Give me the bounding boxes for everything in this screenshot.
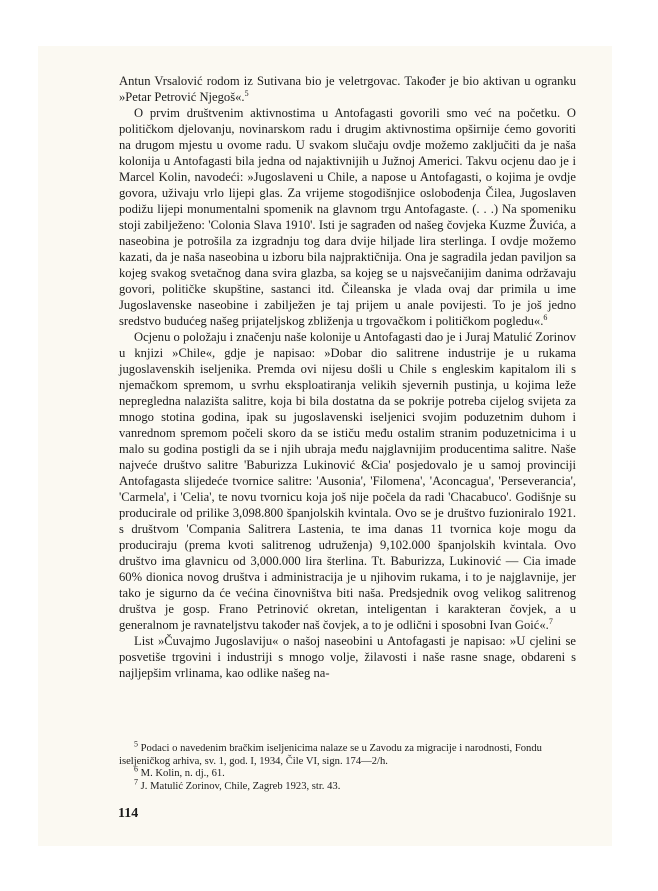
footnote-ref-7: 7 [548,616,553,626]
paragraph-1-text: Antun Vrsalović rodom iz Sutivana bio je veletrgovac. Također je bio aktivan u ogranku »Petar Petrović Njegoš«. [119,74,576,104]
paragraph-3 [119,329,576,633]
footnote-5-text: Podaci o navedenim bračkim iseljenicima nalaze se u Zavodu za migracije i narodnosti, Fondu iseljeničkog arhiva, sv. 1, god. I, 1934, Čile VI, sign. 174—2/h. [119,743,542,767]
footnote-ref-6: 6 [543,312,548,322]
footnote-7-mark: 7 [134,776,138,786]
footnote-6 [119,764,576,781]
body-text [119,73,576,681]
footnote-6-mark: 6 [134,764,138,774]
footnote-ref-5: 5 [244,88,249,98]
footnote-5-mark: 5 [134,739,138,749]
footnote-7-text: J. Matulić Zorinov, Chile, Zagreb 1923, str. 43. [140,780,341,792]
paragraph-4-text: List »Čuvajmo Jugoslaviju« o našoj naseobini u Antofagasti je napisao: »U cjelini se posvetiše trgovini i industriji s mnogo volje, žilavosti i naše rasne snage, obdareni s najljepšim vrlinama, kao odlike našeg na- [119,634,576,680]
paragraph-4 [119,633,576,681]
paragraph-3-text: Ocjenu o položaju i značenju naše kolonije u Antofagasti dao je i Juraj Matulić Zorinov u knjizi »Chile«, gdje je napisao: »Dobar dio salitrene industrije je u rukama jugoslavenskih iseljenika. Premda ovi nijesu došli u Chile s engleskim kapitalom ili s njemačkom spremom, u svrhu eksploatiranja velikih sjevernih pustinja, u kojima leže nepregledna nalazišta salitre, koja bi bila dostatna da se pokrije potreba cijelog svijeta za mnogo stotina godina, ipak su jugoslavenski iseljenici svojim poduzetnim duhom i vanrednom spremom počeli skoro da se ističu među ostalim stranim poduzetnicima i u malo su godina postigli da se i njih ubraja među najglavnijim producentima salitre. Naše najveće društvo salitre 'Baburizza Lukinović &Cia' posjedovalo je u samoj provinciji Antofagasta slijedeće tvornice salitre: 'Ausonia', 'Filomena', 'Aconcagua', 'Perseverancia', 'Carmela', i 'Celia', te novu tvornicu koja još nije počela da radi 'Chacabuco'. Godišnje su producirale od prilike 3,098.800 španjolskih kvintala. Ovo se je društvo fuzioniralo 1921. s društvom 'Compania Salitrera Lastenia, te ima danas 11 tvornica koje mogu da produciraju (prema kvoti salitrenog udruženja) 9,102.000 španjolskih kvintala. Ovo društvo ima glavnicu od 3,000.000 lira šterlina. Tt. Baburizza, Lukinović — Cia imade 60% dionica novog društva i administracija je u njihovim rukama, i to je najglavnije, jer tako je sigurno da će većina činovništva biti naša. Predsjednik ovog velikog salitrenog društva je gosp. Frano Petrinović okretan, inteligentan i karakteran čovjek, a u generalnom je ravnateljstvu također naš čovjek, a to je odlični i sposobni Ivan Goić«. [119,330,576,632]
paragraph-2-text: O prvim društvenim aktivnostima u Antofagasti govorili smo već na početku. O političkom djelovanju, novinarskom radu i drugim aktivnostima opširnije ćemo govoriti na drugom mjestu u ovome radu. U svakom slučaju ovdje možemo zaključiti da je naša kolonija u Antofagasti bila jedna od najaktivnijih u Južnoj Americi. Takvu ocjenu dao je i Marcel Kolin, navodeći: »Jugoslaveni u Chile, a napose u Antofagasti, o kojima je ovdje govora, uživaju vrlo lijepi glas. Za vrijeme stogodišnjice oslobođenja Čilea, Jugoslaven podižu lijepi monumentalni spomenik na glavnom trgu Antofagaste. (. . .) Na spomeniku stoji zabilježeno: 'Colonia Slava 1910'. Isti je sagrađen od našeg čovjeka Kuzme Žuvića, a naseobina je potrošila za izgradnju tog dara dvije hiljade lira sterlinga. I ovdje možemo kazati, da je naša naseobina u izboru bila najpraktičnija. Ona je sagradila jedan paviljon sa kojeg svakog svetačnog dana svira glazba, sa kojeg se u najsvečanijim danima održavaju govori, političke skupštine, sastanci itd. Čileanska je vlada ovaj dar primila u ime Jugoslavenske naseobine i zabilježen je taj prijem u anale povijesti. To je još jedno sredstvo budućeg našeg prijateljskog zbliženja u trgovačkom i političkom pogledu«. [119,106,576,328]
page-number: 114 [118,806,139,821]
footnotes [119,739,576,793]
paragraph-2 [119,105,576,329]
book-page [38,46,612,846]
paragraph-1 [119,73,576,105]
footnote-7 [119,776,576,794]
footnote-6-text: M. Kolin, n. dj., 61. [140,768,225,779]
footnote-5 [119,739,576,768]
